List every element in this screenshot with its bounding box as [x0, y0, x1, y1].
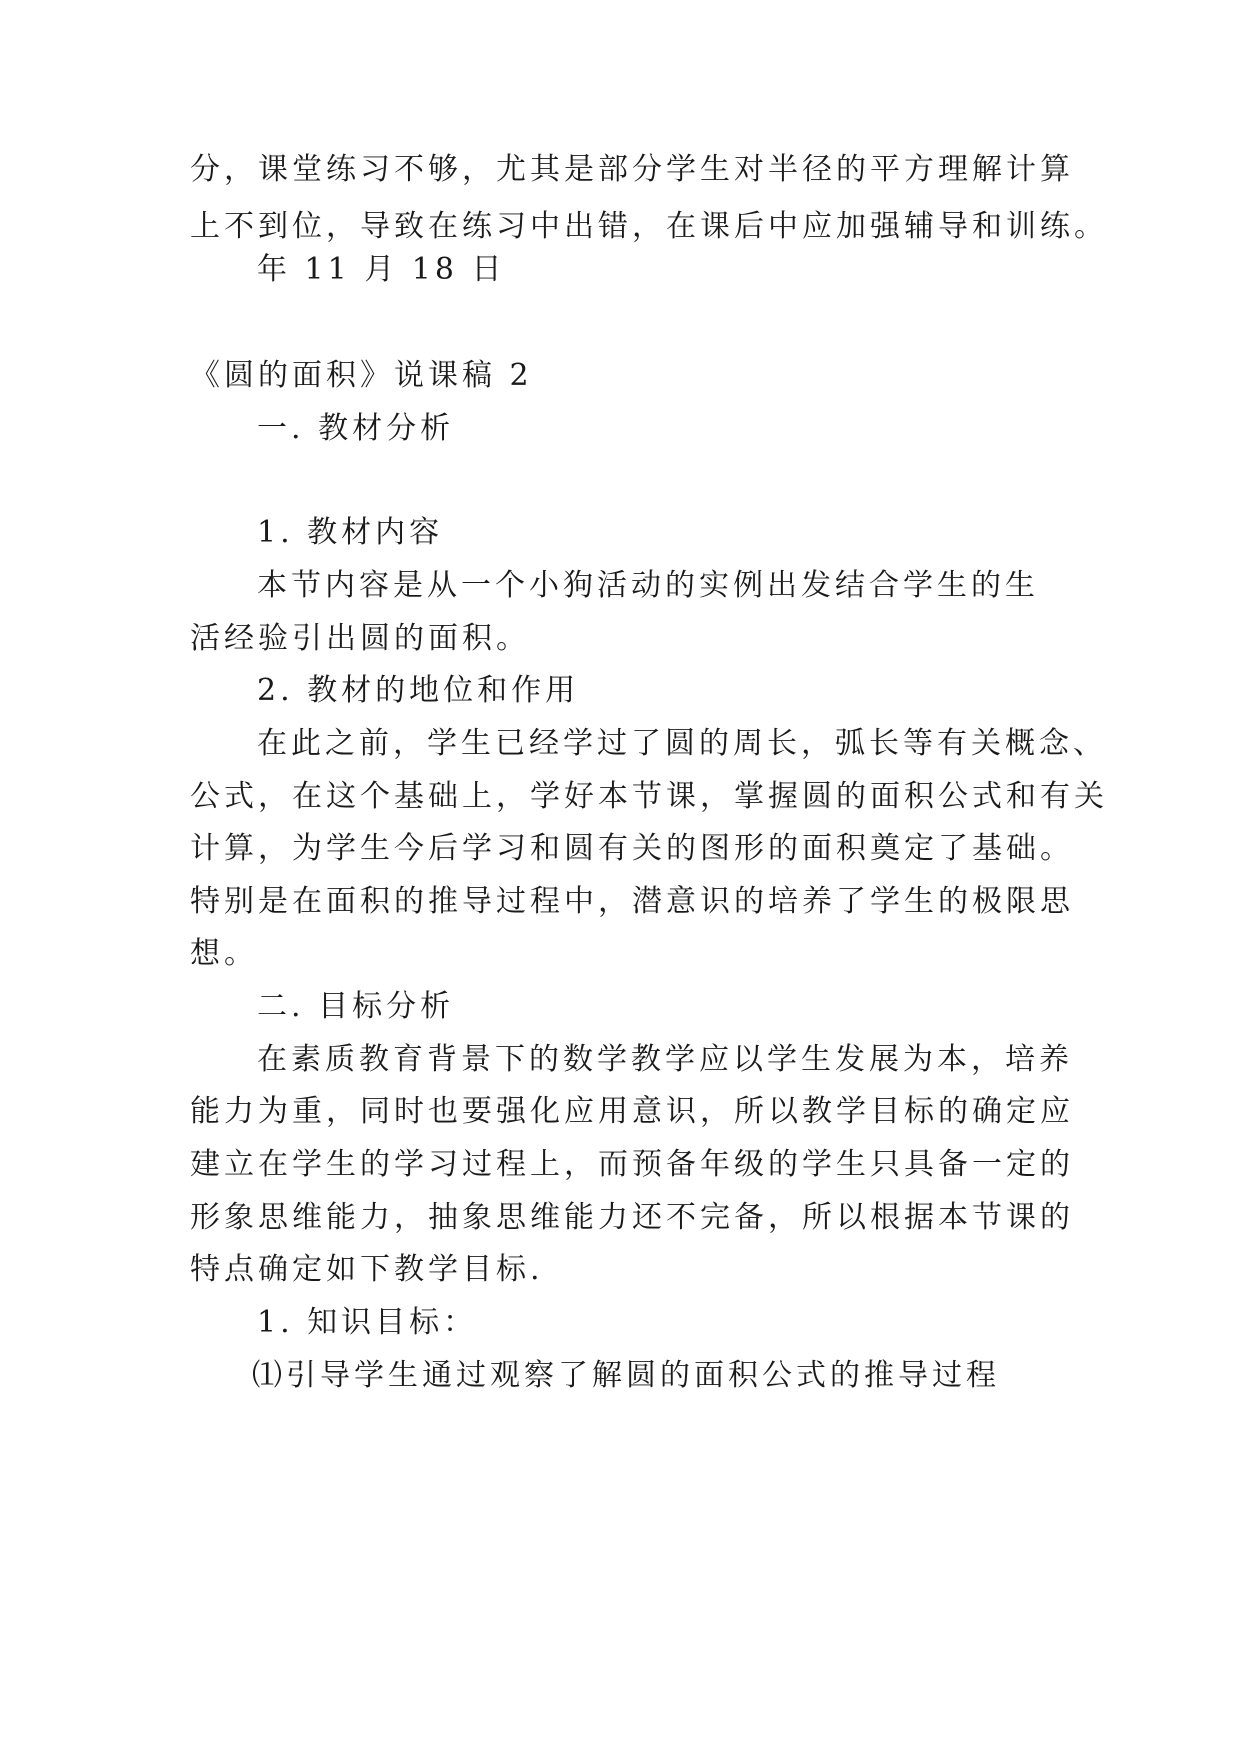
paragraph-line: 形象思维能力，抽象思维能力还不完备，所以根据本节课的	[190, 1200, 1074, 1235]
paragraph-line: 活经验引出圆的面积。	[190, 621, 530, 656]
section-heading: 二. 目标分析	[257, 989, 455, 1024]
paragraph-line: 建立在学生的学习过程上，而预备年级的学生只具备一定的	[190, 1147, 1074, 1182]
subsection-heading: 1. 教材内容	[257, 515, 444, 550]
list-item: ⑴引导学生通过观察了解圆的面积公式的推导过程	[252, 1358, 1000, 1393]
paragraph-line: 分，课堂练习不够，尤其是部分学生对半径的平方理解计算	[190, 152, 1074, 187]
subsection-heading: 1. 知识目标：	[257, 1305, 478, 1340]
paragraph-line: 公式，在这个基础上，学好本节课，掌握圆的面积公式和有关	[190, 779, 1108, 814]
paragraph-line: 在此之前，学生已经学过了圆的周长，弧长等有关概念、	[257, 726, 1107, 761]
paragraph-line: 想。	[190, 936, 258, 971]
paragraph-line: 特点确定如下教学目标.	[190, 1252, 544, 1287]
subsection-heading: 2. 教材的地位和作用	[257, 673, 580, 708]
document-title: 《圆的面积》说课稿 2	[190, 358, 533, 393]
paragraph-line: 本节内容是从一个小狗活动的实例出发结合学生的生	[257, 568, 1039, 603]
paragraph-line: 计算，为学生今后学习和圆有关的图形的面积奠定了基础。	[190, 831, 1074, 866]
paragraph-line: 特别是在面积的推导过程中，潜意识的培养了学生的极限思	[190, 884, 1074, 919]
paragraph-line: 能力为重，同时也要强化应用意识，所以教学目标的确定应	[190, 1094, 1074, 1129]
section-heading: 一. 教材分析	[257, 411, 455, 446]
paragraph-line: 上不到位，导致在练习中出错，在课后中应加强辅导和训练。	[190, 209, 1108, 244]
paragraph-line: 在素质教育背景下的数学教学应以学生发展为本，培养	[257, 1042, 1073, 1077]
date-line: 年 11 月 18 日	[257, 252, 506, 287]
